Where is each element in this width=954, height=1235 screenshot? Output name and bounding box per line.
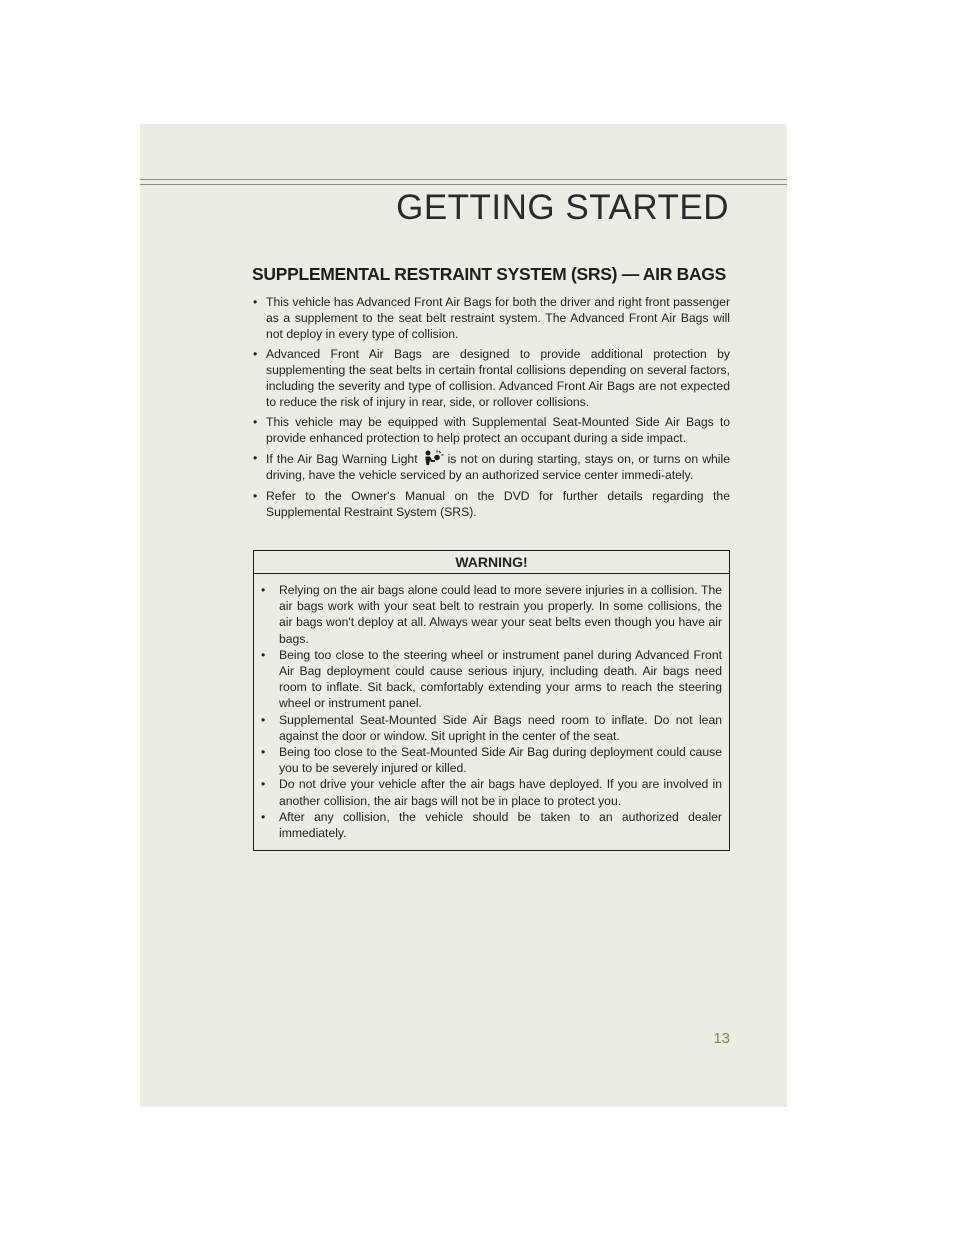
list-item: • Advanced Front Air Bags are designed to provide additional protection by supplementing the seat belts in certain frontal collisions depending on several factors, including the severity and type of collision. Advanced Front Air Bags are not expected to reduce the risk of injury in rear, side, or rollover collisions.: [253, 347, 730, 409]
bullet-text: Advanced Front Air Bags are designed to provide additional protection by supplementing the seat belts in certain frontal collisions depending on several factors, including the severity and type of collision. Advanced Front Air Bags are not expected to reduce the risk of injury in rear, side, or rollover collisions.: [266, 347, 730, 409]
list-item: • Supplemental Seat-Mounted Side Air Bags need room to inflate. Do not lean against the door or window. Sit upright in the center of the seat.: [261, 712, 722, 743]
bullet-text: This vehicle has Advanced Front Air Bags for both the driver and right front passenger as a supplement to the seat belt restraint system. The Advanced Front Air Bags will not deploy in every type of collision.: [266, 295, 730, 341]
list-item: • Refer to the Owner's Manual on the DVD for further details regarding the Supplemental Restraint System (SRS).: [253, 489, 730, 519]
list-item: • Being too close to the Seat-Mounted Side Air Bag during deployment could cause you to be severely injured or killed.: [261, 745, 722, 776]
warning-text: Supplemental Seat-Mounted Side Air Bags need room to inflate. Do not lean against the door or window. Sit upright in the center of the seat.: [279, 712, 722, 743]
section-title: GETTING STARTED: [396, 188, 729, 227]
list-item: • This vehicle has Advanced Front Air Bags for both the driver and right front passenger as a supplement to the seat belt restraint system. The Advanced Front Air Bags will not deploy in every type of collision.: [253, 295, 730, 341]
warning-list: [254, 574, 729, 841]
list-item: • Being too close to the steering wheel or instrument panel during Advanced Front Air Bag deployment could cause serious injury, including death. Air bags need room to inflate. Sit back, comfortably extending your arms to reach the steering wheel or instrument panel.: [261, 647, 722, 711]
bullet-text: is not on during starting, stays on, or turns on while driving, have the vehicle serviced by an authorized service center immedi-ately.: [266, 452, 730, 482]
warning-text: Do not drive your vehicle after the air bags have deployed. If you are involved in another collision, the air bags will not be in place to protect you.: [279, 777, 722, 808]
warning-box: [253, 550, 730, 851]
warning-text: Relying on the air bags alone could lead to more severe injuries in a collision. The air bags work with your seat belt to restrain you properly. In some collisions, the air bags won't deploy at all. Always wear your seat belts even though you have air bags.: [279, 583, 722, 646]
srs-section: [252, 264, 730, 524]
list-item: • If the Air Bag Warning Light is not on during starting, stays on, or turns on while driving, have the vehicle serviced by an authorized service center immedi-ately.: [253, 451, 730, 482]
srs-bullet-list: [252, 294, 730, 520]
bullet-text: This vehicle may be equipped with Supplemental Seat-Mounted Side Air Bags to provide enhanced protection to help protect an occupant during a side impact.: [266, 415, 730, 445]
warning-text: Being too close to the Seat-Mounted Side Air Bag during deployment could cause you to be severely injured or killed.: [279, 745, 722, 776]
warning-text: After any collision, the vehicle should be taken to an authorized dealer immediately.: [279, 809, 722, 841]
bullet-text: Refer to the Owner's Manual on the DVD for further details regarding the Supplemental Restraint System (SRS).: [266, 489, 730, 519]
page-number: 13: [713, 1030, 730, 1047]
list-item: • After any collision, the vehicle should be taken to an authorized dealer immediately.: [261, 809, 722, 841]
header-rule: [140, 179, 787, 185]
airbag-warning-icon: [422, 450, 444, 466]
manual-page: [140, 124, 787, 1107]
list-item: • This vehicle may be equipped with Supplemental Seat-Mounted Side Air Bags to provide enhanced protection to help protect an occupant during a side impact.: [253, 415, 730, 445]
warning-title: WARNING!: [254, 551, 729, 574]
list-item: • Do not drive your vehicle after the air bags have deployed. If you are involved in another collision, the air bags will not be in place to protect you.: [261, 777, 722, 808]
warning-text: Being too close to the steering wheel or instrument panel during Advanced Front Air Bag deployment could cause serious injury, including death. Air bags need room to inflate. Sit back, comfortably extending your arms to reach the steering wheel or instrument panel.: [279, 647, 722, 711]
srs-heading: SUPPLEMENTAL RESTRAINT SYSTEM (SRS) — AIR BAGS: [252, 264, 726, 284]
list-item: • Relying on the air bags alone could lead to more severe injuries in a collision. The air bags work with your seat belt to restrain you properly. In some collisions, the air bags won't deploy at all. Always wear your seat belts even though you have air bags.: [261, 583, 722, 646]
bullet-text: If the Air Bag Warning Light: [266, 452, 418, 466]
